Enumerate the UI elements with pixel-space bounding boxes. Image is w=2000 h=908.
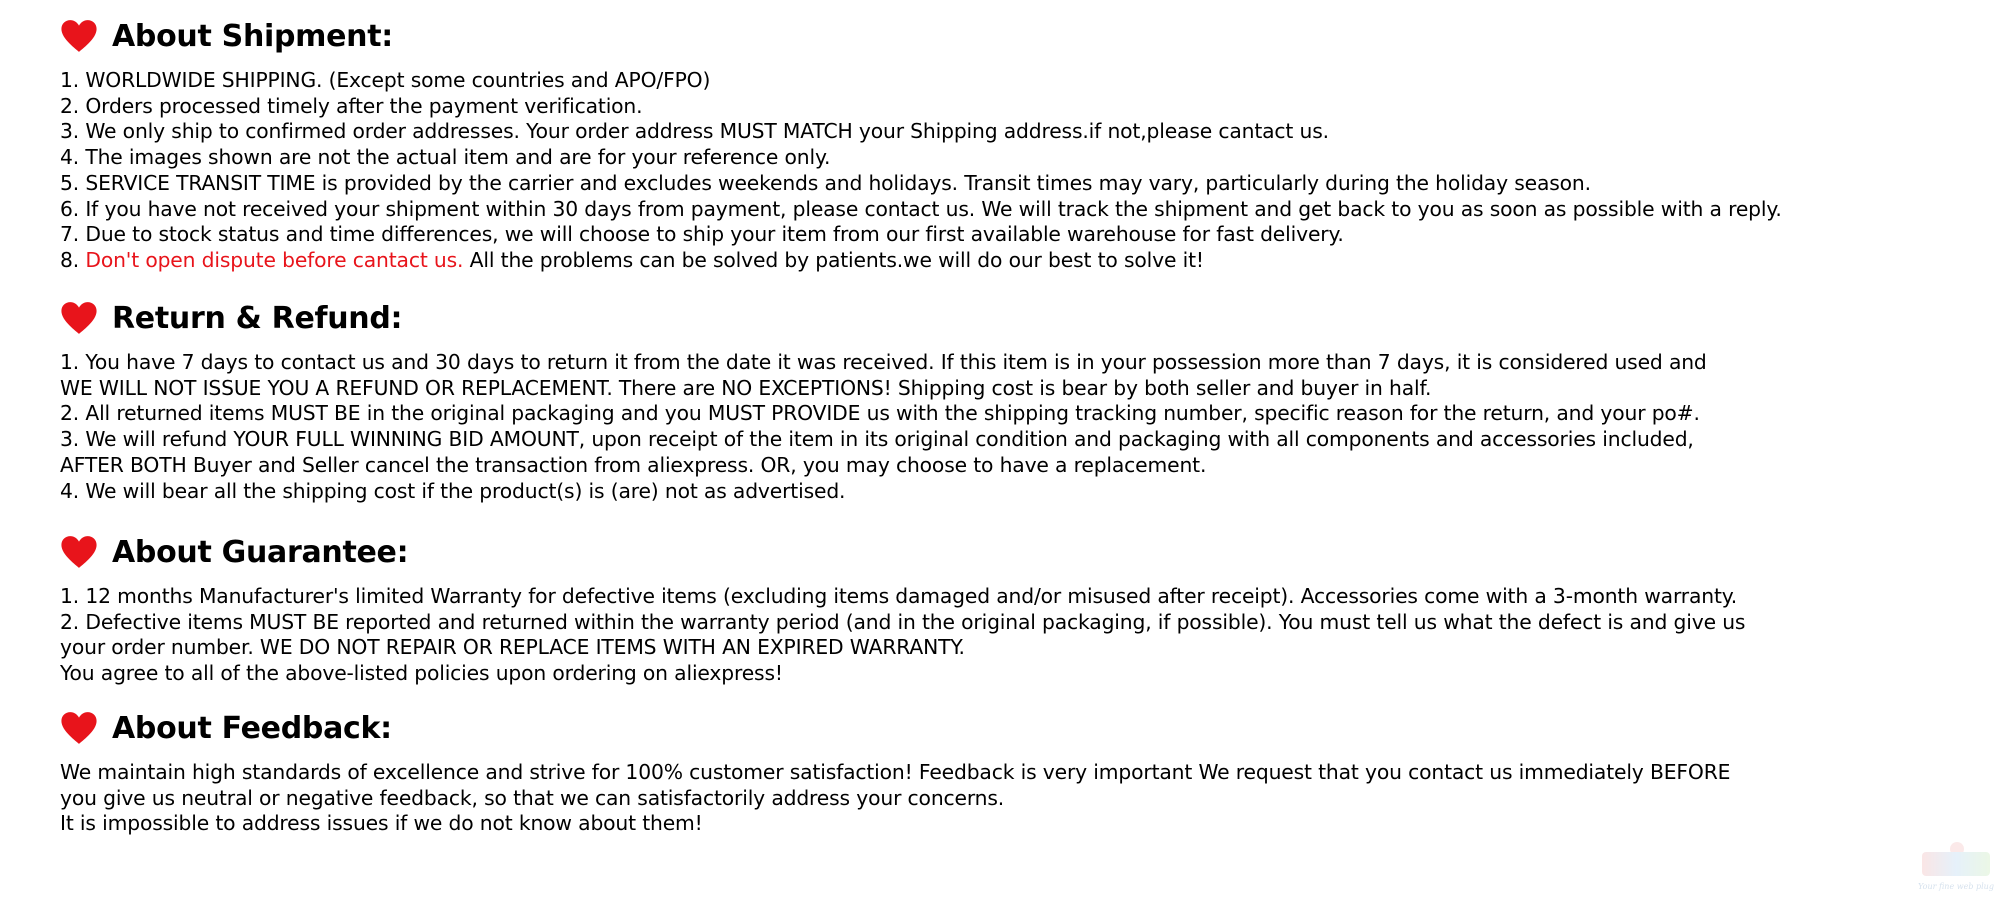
policy-line: you give us neutral or negative feedback, so that we can satisfactorily address your concerns. (60, 785, 1005, 810)
policy-line: WE WILL NOT ISSUE YOU A REFUND OR REPLACEMENT. There are NO EXCEPTIONS! Shipping cost is bear by both seller and buyer in half. (60, 375, 1432, 400)
policy-line: 4. The images shown are not the actual item and are for your reference only. (60, 145, 831, 170)
heart-icon (60, 301, 98, 335)
section-heading (60, 296, 1940, 340)
section-heading (60, 14, 1940, 58)
heart-icon (60, 19, 98, 53)
heading-about-shipment: About Shipment: (112, 18, 393, 54)
policy-line: your order number. WE DO NOT REPAIR OR REPLACE ITEMS WITH AN EXPIRED WARRANTY. (60, 635, 965, 660)
policy-line: 2. Orders processed timely after the payment verification. (60, 93, 643, 118)
section-return-refund (60, 296, 1940, 504)
policy-line: 2. All returned items MUST BE in the original packaging and you MUST PROVIDE us with the shipping tracking number, specific reason for the return, and your po#. (60, 401, 1700, 426)
section-body (60, 760, 1940, 837)
policy-line: 1. WORLDWIDE SHIPPING. (Except some countries and APO/FPO) (60, 68, 711, 92)
policy-line: 3. We will refund YOUR FULL WINNING BID AMOUNT, upon receipt of the item in its original condition and packaging with all components and accessories included, (60, 427, 1694, 452)
policy-line: 3. We only ship to confirmed order addresses. Your order address MUST MATCH your Shipping address.if not,please cantact us. (60, 119, 1329, 144)
policy-line: 1. You have 7 days to contact us and 30 days to return it from the date it was received. If this item is in your possession more than 7 days, it is considered used and (60, 350, 1707, 374)
heading-about-guarantee: About Guarantee: (112, 534, 409, 570)
policy-line: 1. 12 months Manufacturer's limited Warranty for defective items (excluding items damaged and/or misused after receipt). Accessories come with a 3-month warranty. (60, 584, 1738, 608)
policy-line-dispute (60, 248, 1940, 274)
heading-about-feedback: About Feedback: (112, 710, 392, 746)
section-body (60, 584, 1940, 687)
section-body (60, 68, 1940, 274)
policy-line: You agree to all of the above-listed policies upon ordering on aliexpress! (60, 661, 783, 686)
section-about-guarantee (60, 530, 1940, 687)
policy-line: 2. Defective items MUST BE reported and returned within the warranty period (and in the original packaging, if possible). You must tell us what the defect is and give us (60, 609, 1746, 634)
watermark-text: Your fine web plug (1918, 882, 1994, 891)
policy-line: 6. If you have not received your shipment within 30 days from payment, please contact us. We will track the shipment and get back to you as soon as possible with a reply. (60, 196, 1782, 221)
section-body (60, 350, 1940, 504)
policy-line: 4. We will bear all the shipping cost if the product(s) is (are) not as advertised. (60, 478, 846, 503)
section-about-shipment (60, 14, 1940, 274)
line-remainder: All the problems can be solved by patients.we will do our best to solve it! (463, 247, 1204, 272)
heart-icon (60, 535, 98, 569)
section-about-feedback (60, 706, 1940, 837)
watermark-logo (1918, 842, 1994, 902)
watermark-badge (1922, 852, 1990, 876)
heading-return-refund: Return & Refund: (112, 300, 403, 336)
line-number: 8. (60, 247, 86, 272)
policy-line: 7. Due to stock status and time differences, we will choose to ship your item from our first available warehouse for fast delivery. (60, 222, 1344, 247)
policy-line: AFTER BOTH Buyer and Seller cancel the transaction from aliexpress. OR, you may choose to have a replacement. (60, 452, 1207, 477)
heart-icon (60, 711, 98, 745)
policy-line: We maintain high standards of excellence and strive for 100% customer satisfaction! Feedback is very important We request that you contact us immediately BEFORE (60, 760, 1731, 784)
policy-line: 5. SERVICE TRANSIT TIME is provided by the carrier and excludes weekends and holidays. Transit times may vary, particularly during the holiday season. (60, 170, 1591, 195)
policy-line: It is impossible to address issues if we do not know about them! (60, 811, 703, 836)
section-heading (60, 706, 1940, 750)
dispute-warning: Don't open dispute before cantact us. (85, 247, 464, 272)
section-heading (60, 530, 1940, 574)
